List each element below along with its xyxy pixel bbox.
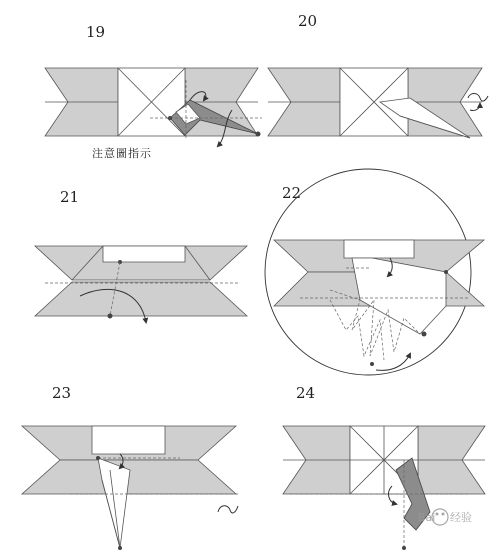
step-note: 注意圖指示 — [92, 147, 152, 160]
step-number: 20 — [298, 12, 318, 30]
step-number: 22 — [282, 184, 302, 202]
turn-over-icon — [468, 94, 488, 102]
watermark — [418, 509, 472, 525]
step-23 — [22, 384, 240, 550]
watermark-suffix: 经验 — [450, 511, 472, 524]
step-20 — [268, 12, 488, 138]
step-number: 23 — [52, 384, 72, 402]
step-24 — [283, 384, 485, 550]
turn-over-icon — [218, 506, 238, 513]
step-number: 21 — [60, 188, 80, 206]
step-number: 19 — [86, 23, 106, 41]
step-21 — [35, 188, 247, 322]
bottom-band — [35, 282, 247, 316]
watermark-brand: Bai — [418, 511, 436, 524]
fold-detail — [352, 258, 446, 334]
step-number: 24 — [296, 384, 316, 402]
step-19 — [45, 23, 262, 160]
step-22 — [265, 169, 484, 375]
